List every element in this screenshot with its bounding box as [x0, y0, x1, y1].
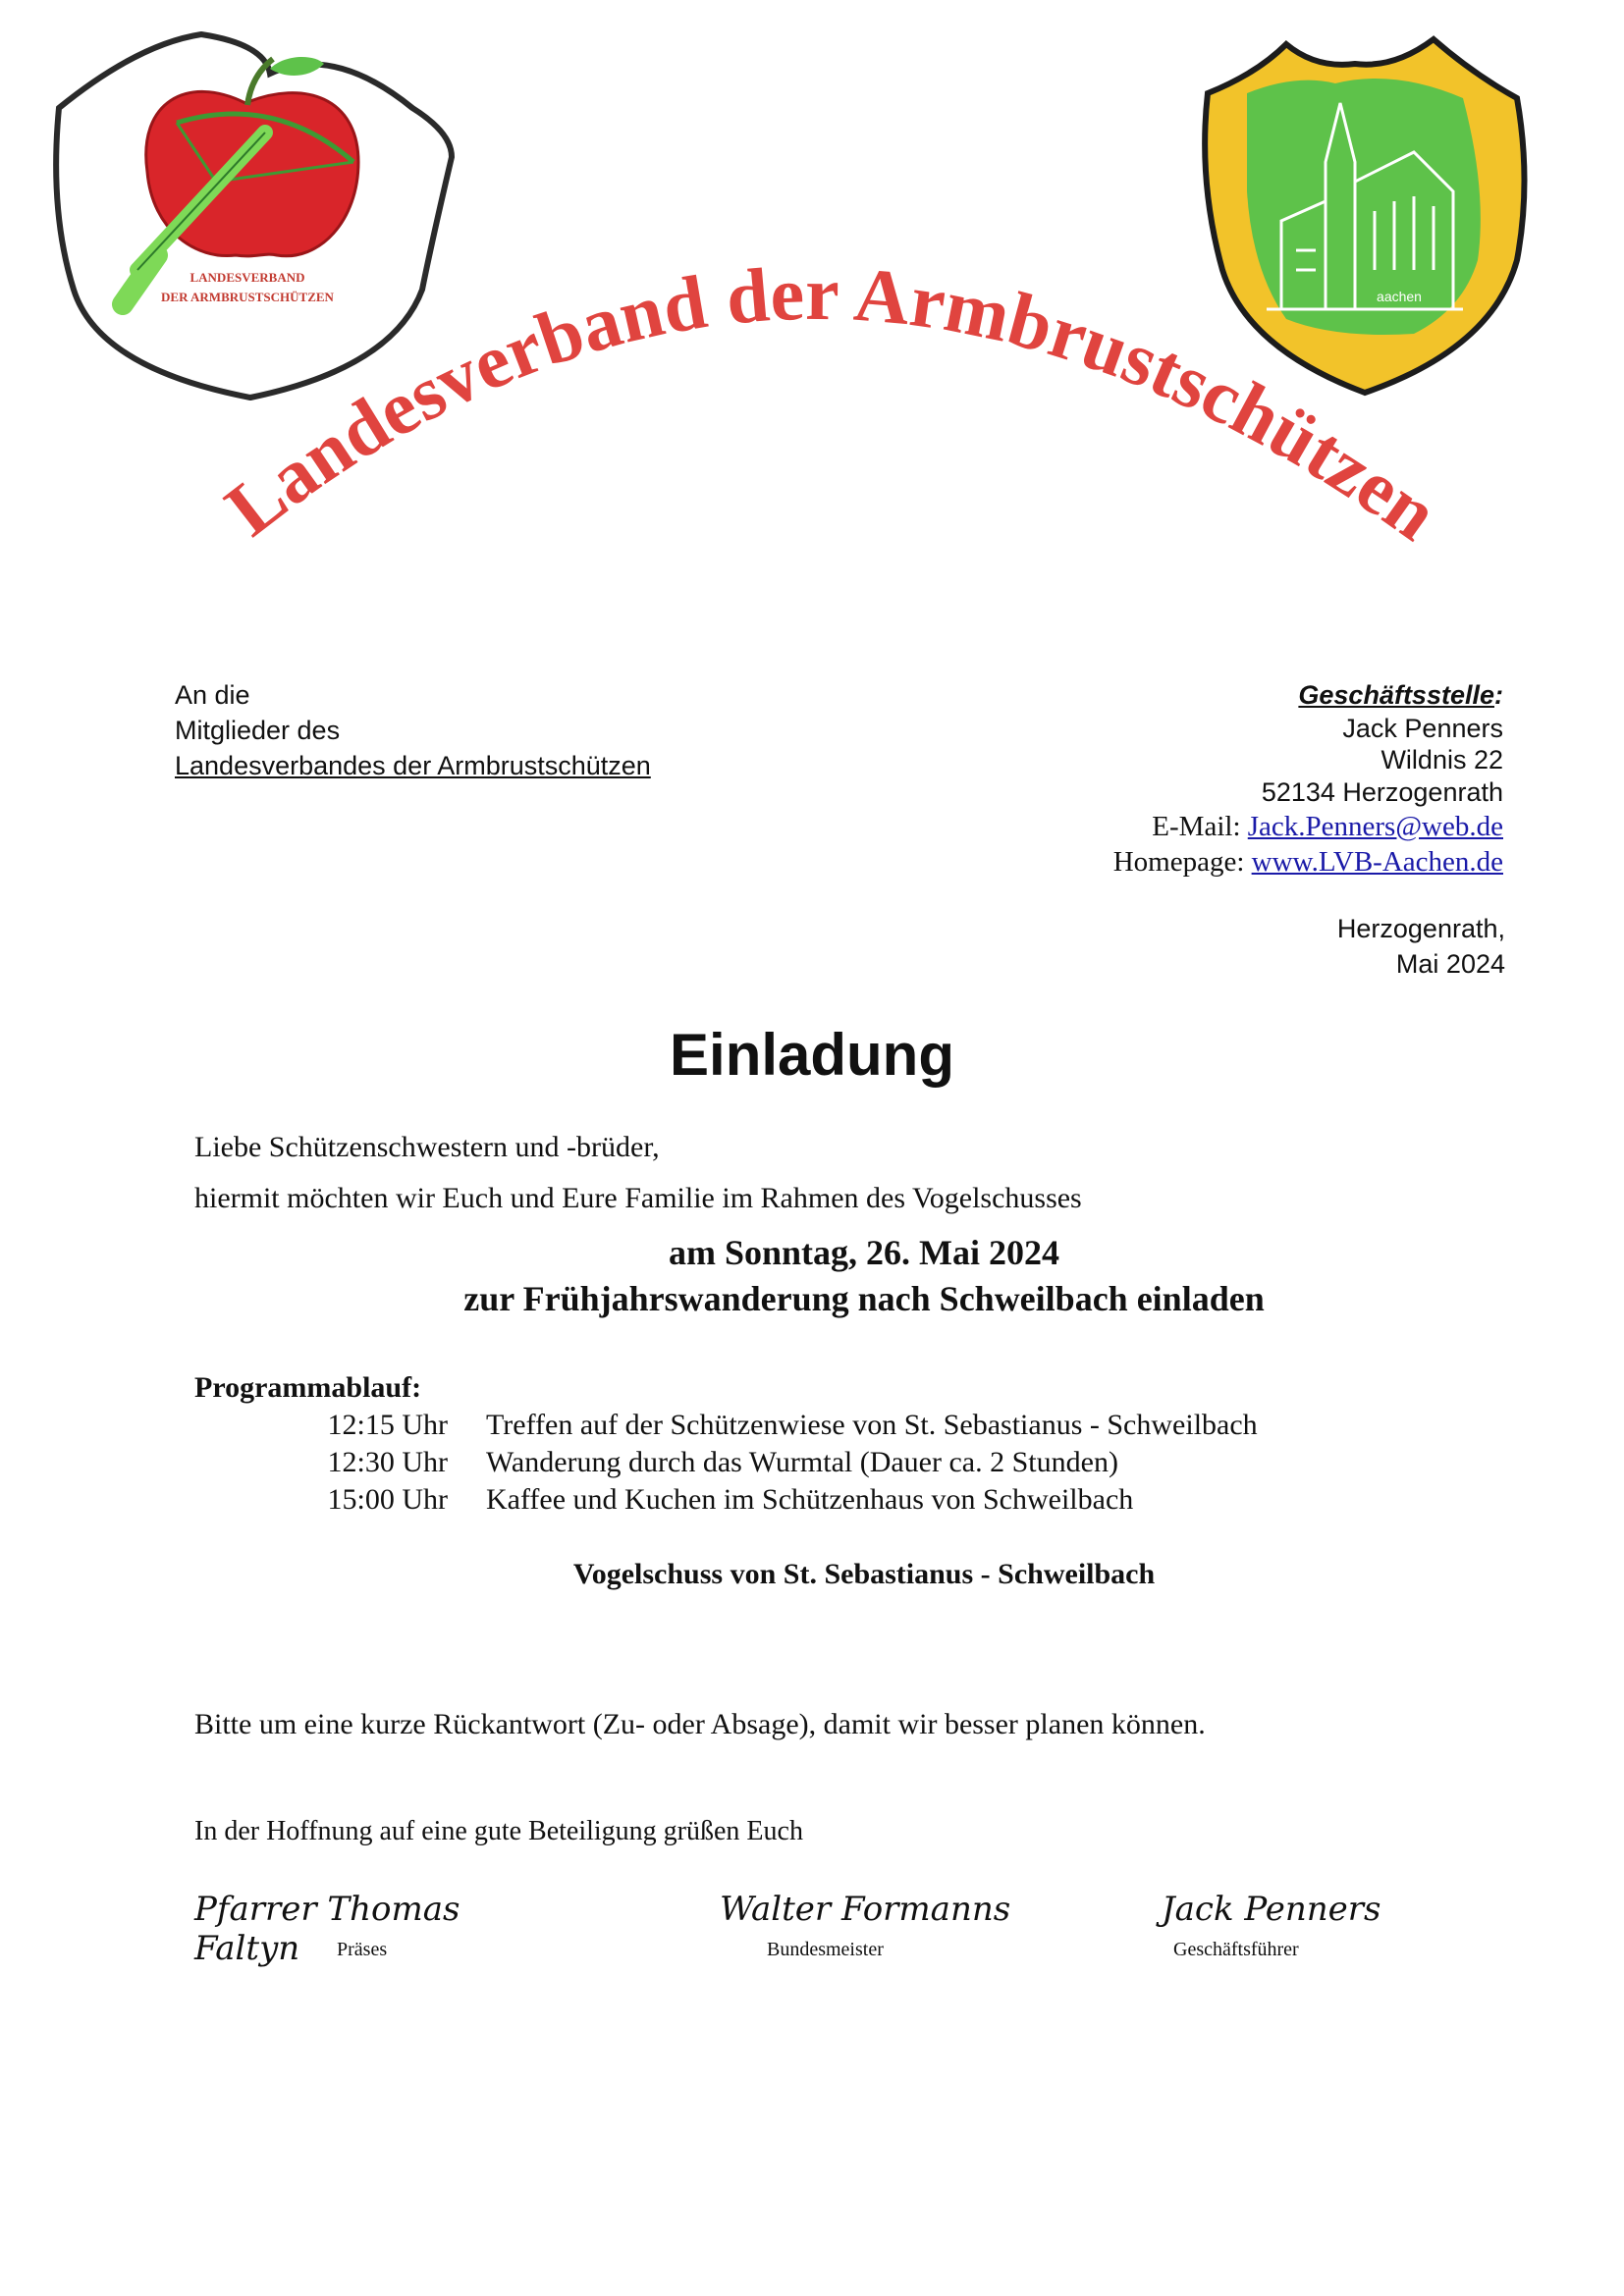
date-month: Mai 2024 — [1395, 949, 1505, 979]
program-text: Wanderung durch das Wurmtal (Dauer ca. 2 Stunden) — [486, 1446, 1118, 1478]
homepage-link[interactable]: www.LVB-Aachen.de — [1251, 846, 1503, 878]
left-emblem-text-2: DER ARMBRUSTSCHÜTZEN — [161, 290, 334, 304]
program-time: 12:30 Uhr — [327, 1446, 448, 1478]
office-block — [1113, 677, 1503, 880]
signature-name: Walter Formanns — [720, 1890, 1011, 1929]
signature-name: Pfarrer Thomas Faltyn — [194, 1890, 460, 1968]
left-emblem — [56, 34, 452, 398]
highlight-event: zur Frühjahrswanderung nach Schweilbach einladen — [463, 1279, 1265, 1318]
greeting: Liebe Schützenschwestern und -brüder, — [194, 1131, 660, 1163]
signature-block — [720, 1890, 1014, 1960]
page-title: Einladung — [670, 1022, 954, 1088]
signature-block — [194, 1890, 538, 1968]
homepage-label: Homepage: — [1112, 846, 1252, 878]
recipient-block — [175, 677, 651, 783]
office-homepage-line — [1113, 844, 1503, 880]
program-text: Treffen auf der Schützenwiese von St. Sebastianus - Schweilbach — [486, 1409, 1258, 1441]
intro: hiermit möchten wir Euch und Eure Familie im Rahmen des Vogelschusses — [194, 1182, 1082, 1214]
left-emblem-text-1: LANDESVERBAND — [189, 270, 305, 285]
date-block — [1337, 911, 1505, 982]
signature-role: Geschäftsführer — [1173, 1939, 1299, 1960]
signature-name: Jack Penners — [1162, 1890, 1381, 1929]
program-time: 15:00 Uhr — [327, 1483, 448, 1516]
office-name: Jack Penners — [1342, 714, 1503, 743]
signature-block — [1162, 1890, 1436, 1960]
program-text: Kaffee und Kuchen im Schützenhaus von Schweilbach — [486, 1483, 1134, 1516]
signature-role: Bundesmeister — [767, 1939, 884, 1960]
office-street: Wildnis 22 — [1380, 745, 1503, 774]
office-heading-colon: : — [1494, 680, 1503, 710]
program-event: Vogelschuss von St. Sebastianus - Schweilbach — [572, 1558, 1156, 1590]
right-emblem — [1205, 39, 1524, 393]
office-email-line — [1113, 809, 1503, 844]
email-link[interactable]: Jack.Penners@web.de — [1247, 811, 1503, 842]
office-heading-label: Geschäftsstelle — [1298, 680, 1494, 710]
recipient-line-3: Landesverbandes der Armbrustschützen — [175, 751, 651, 780]
office-heading — [1113, 677, 1503, 713]
letterhead-banner — [20, 15, 1602, 614]
email-label: E-Mail: — [1152, 811, 1248, 842]
arc-title-text: Landesverband der Armbrustschützen — [209, 249, 1454, 557]
program-time: 12:15 Uhr — [327, 1409, 448, 1441]
recipient-line-2: Mitglieder des — [175, 716, 341, 745]
office-city: 52134 Herzogenrath — [1261, 777, 1503, 807]
highlight-date: am Sonntag, 26. Mai 2024 — [668, 1233, 1060, 1272]
closing-greeting: In der Hoffnung auf eine gute Beteiligung grüßen Euch — [194, 1816, 803, 1846]
recipient-line-1: An die — [175, 680, 250, 710]
program-heading: Programmablauf: — [194, 1371, 422, 1404]
right-emblem-text: aachen — [1377, 289, 1422, 304]
signature-role: Präses — [337, 1939, 388, 1960]
date-place: Herzogenrath, — [1336, 914, 1505, 943]
reply-request: Bitte um eine kurze Rückantwort (Zu- oder Absage), damit wir besser planen können. — [194, 1708, 1206, 1740]
